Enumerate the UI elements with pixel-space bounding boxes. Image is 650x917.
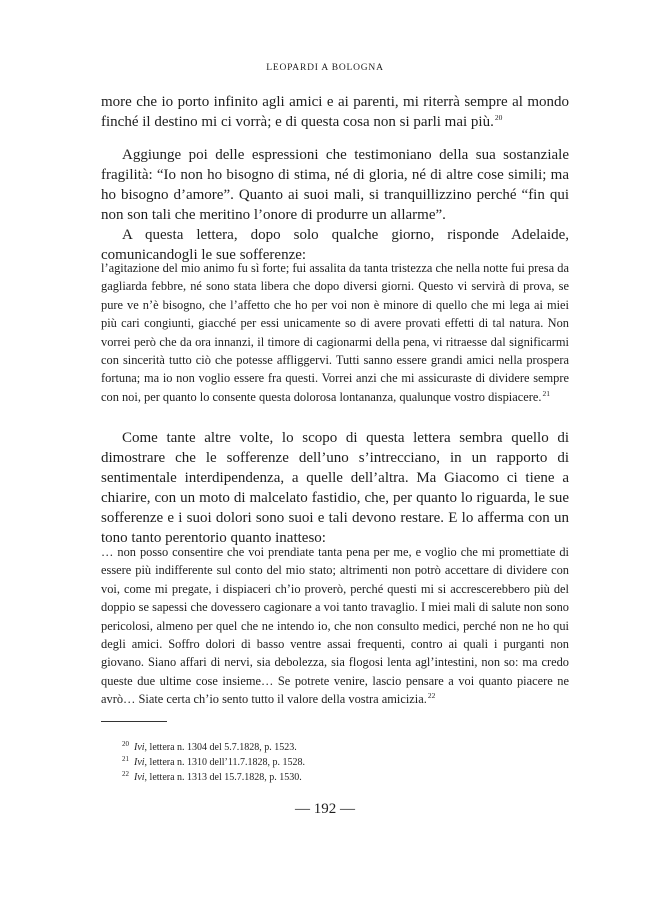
- block-quote-adelaide: [101, 259, 569, 406]
- footnote-21: $^{21}$ Ivi, lettera n. 1310 dell’11.7.1828, p. 1528.: [122, 754, 305, 769]
- footnotes: [122, 740, 562, 786]
- footnote-20: $^{20}$ Ivi, lettera n. 1304 del 5.7.1828, p. 1523.: [122, 739, 297, 753]
- paragraph-text: more che io porto infinito agli amici e ai parenti, mi riterrà sempre al mondo finché il destino mi ci vorrà; e di questa cosa non si parli mai più.: [101, 94, 569, 131]
- block-quote-giacomo: [101, 543, 569, 709]
- footnote-ref-20: 20: [494, 113, 503, 123]
- paragraph-continued: [101, 92, 569, 132]
- footnote-ref-22: 22: [427, 691, 436, 701]
- paragraph-text: Come tante altre volte, lo scopo di questa lettera sembra quello di dimostrare che le sofferenze dell’uno s’intrecciano, in un rapporto di sentimentale interdipendenza, a quelle dell’altra. Ma Giacomo ci tiene a chiarire, con un moto di malcelato fastidio, che, per quanto lo riguarda, le sue sofferenze e i suoi dolori sono suoi e tali devono restare. E lo afferma con un tono tanto perentorio quanto inatteso:: [101, 430, 569, 547]
- quote-text: l’agitazione del mio animo fu sì forte; fui assalita da tanta tristezza che nella notte fui presa da gagliarda febbre, né sono stata libera che dopo diversi giorni. Questo vi servirà di prova, se pure ve n’è bisogno, che l’affetto che ho per voi non è minore di quello che mi lega ai miei più cari congiunti, giacché per essi unicamente so di avere provati effetti di tal natura. Non vorrei però che da ora innanzi, il timore di cagionarmi della pena, vi ritraesse dal significarmi con sincerità tutto ciò che potesse affliggervi. Tutti sanno essere grandi amici nella prospera fortuna; ma io non voglio essere fra questi. Vorrei anzi che mi assicuraste di dividere sempre con noi, per quanto lo consente questa dolorosa lontananza, qualunque vostro dispiacere.: [101, 261, 569, 404]
- running-head: LEOPARDI A BOLOGNA: [266, 63, 384, 73]
- paragraph-aggiunge: [101, 145, 569, 266]
- paragraph-come-tante: [101, 428, 569, 549]
- paragraph-text-adelaide: A questa lettera, dopo solo qualche giorno, risponde Adelaide, comunicandogli le sue sofferenze:: [101, 227, 569, 264]
- paragraph-text: Aggiunge poi delle espressioni che testimoniano della sua sostanziale fragilità: “Io non ho bisogno di stima, né di gloria, né di altre cose simili; ma ho bisogno d’amore”. Quanto ai suoi mali, si tranquillizzino perché “fin qui non son tali che meritino l’onore di produrre un allarme”.: [101, 147, 569, 224]
- page-number: — 192 —: [295, 801, 355, 817]
- footnote-ref-21: 21: [542, 388, 550, 398]
- footnote-divider: [101, 721, 167, 722]
- footnote-22: $^{22}$ Ivi, lettera n. 1313 del 15.7.1828, p. 1530.: [122, 770, 302, 784]
- quote-text: … non posso consentire che voi prendiate tanta pena per me, e voglio che mi promettiate di essere più indifferente sul conto del mio stato; altrimenti non potrò accettare di dividere con voi, come mi pregate, i dispiaceri ch’io proverò, perché questi mi si accrescerebbero più del doppio se sapessi che dovessero cagionare a voi tanto travaglio. I miei mali di salute non sono pericolosi, almeno per quel che ne intendo io, che non consulto medici, perché non ne ho qui degli amici. Soffro dolori di basso ventre assai frequenti, contro ai quali i purganti non giovano. Siano affari di nervi, sia debolezza, sia flogosi lenta agl’intestini, non so: ma credo queste due ultime cose insieme… Se potrete venire, lascio pensare a voi quanto piacere ne avrò… Siate certa ch’io sento tutto il valore della vostra amicizia.: [101, 545, 569, 707]
